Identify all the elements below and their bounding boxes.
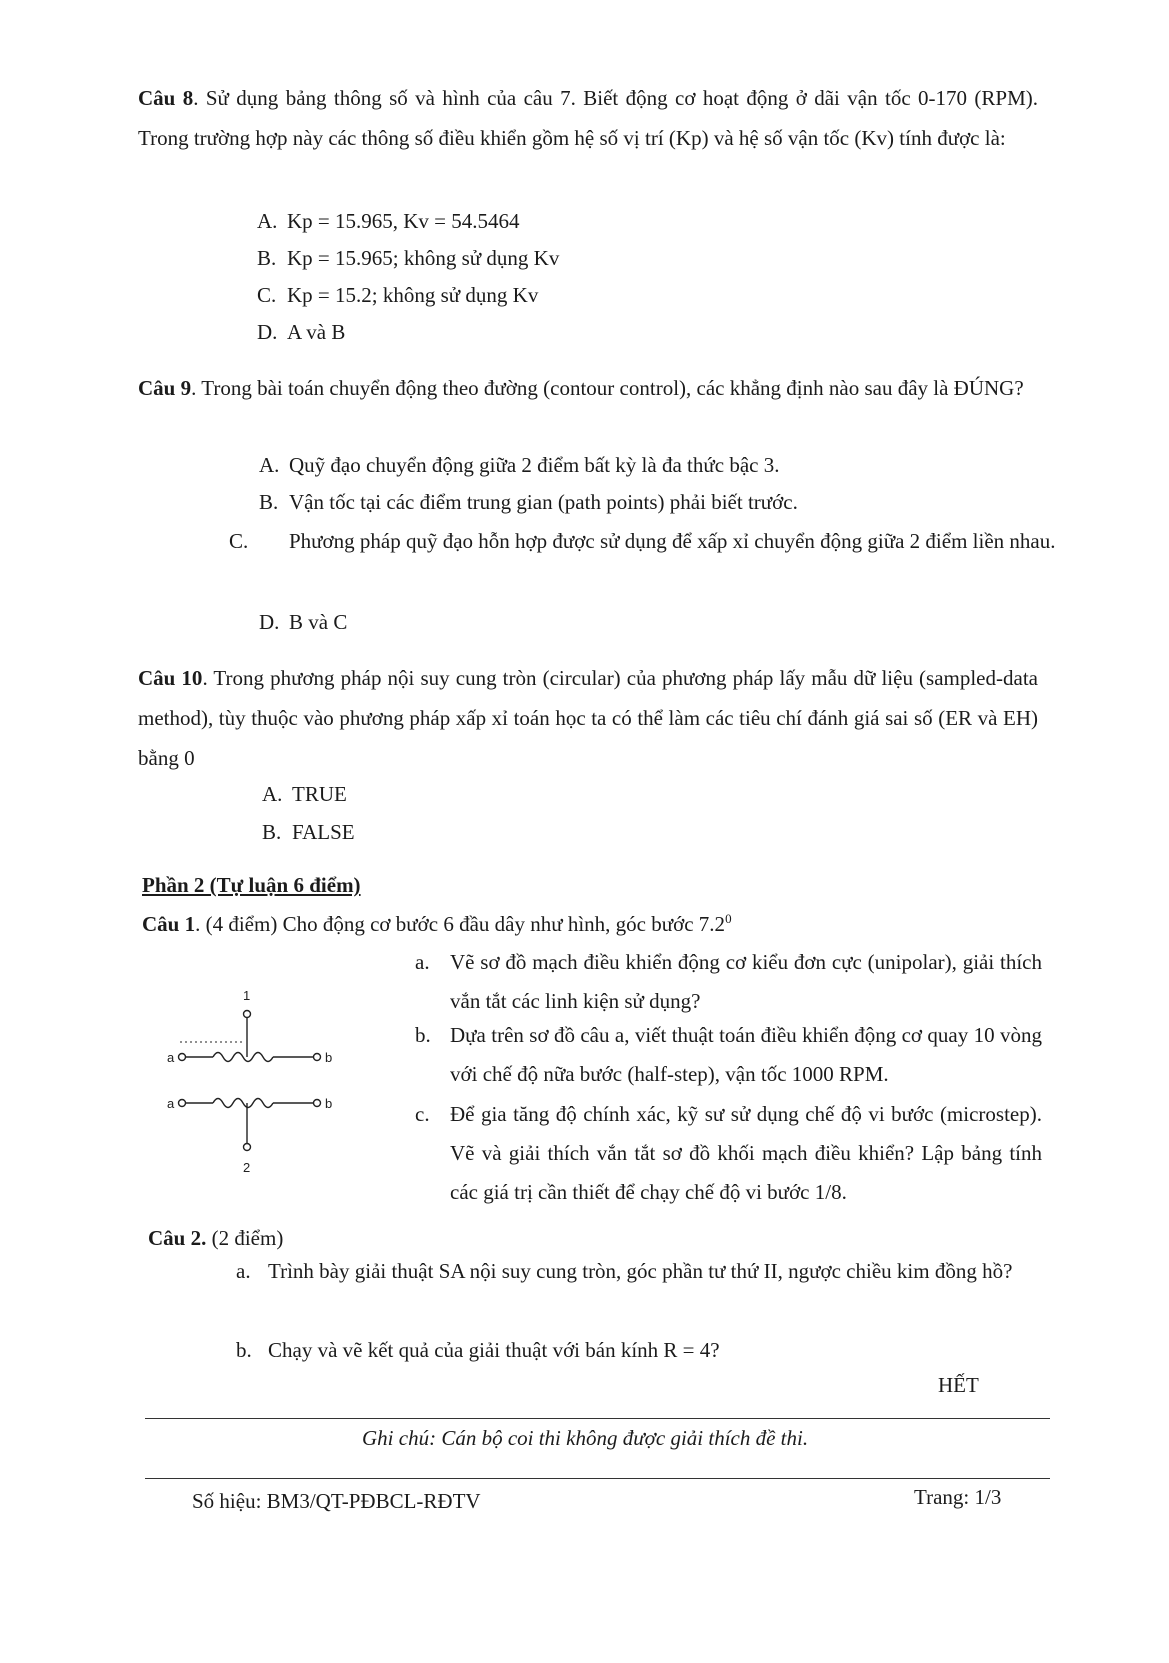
essay-question-1 xyxy=(142,912,732,937)
diagram-label-1: 1 xyxy=(243,988,251,1003)
essay-question-1-text: . (4 điểm) Cho động cơ bước 6 đầu dây như hình, góc bước 7.2 xyxy=(195,912,726,936)
essay-question-1-item-c: c. Để gia tăng độ chính xác, kỹ sư sử dụng chế độ vi bước (microstep). Vẽ và giải thích vắn tắt sơ đồ khối mạch điều khiển? Lập bảng tính các giá trị cần thiết để chạy chế độ vi bước 1/8. xyxy=(415,1102,1042,1204)
question-10-option-b: B. FALSE xyxy=(262,820,355,844)
question-9-option-c: C. Phương pháp quỹ đạo hỗn hợp được sử dụng để xấp xỉ chuyển động giữa 2 điểm liền nhau. xyxy=(229,529,1056,553)
essay-question-2-points: (2 điểm) xyxy=(206,1226,284,1250)
question-8-option-d: D. A và B xyxy=(257,320,346,344)
question-10 xyxy=(138,658,1038,778)
question-8-text: . Sử dụng bảng thông số và hình của câu 7. Biết động cơ hoạt động ở dãi vận tốc 0-170 (RPM). Trong trường hợp này các thông số điều khiển gồm hệ số vị trí (Kp) và hệ số vận tốc (Kv) tính được là: xyxy=(138,86,1038,150)
question-9-option-a: A. Quỹ đạo chuyển động giữa 2 điểm bất kỳ là đa thức bậc 3. xyxy=(259,453,780,477)
question-9-option-d: D. B và C xyxy=(259,610,348,634)
essay-question-1-item-a: a. Vẽ sơ đồ mạch điều khiển động cơ kiểu đơn cực (unipolar), giải thích vắn tắt các linh kiện sử dụng? xyxy=(415,950,1042,1013)
stepper-motor-diagram xyxy=(155,985,365,1185)
diagram-label-coil1-b: b xyxy=(325,1050,333,1065)
question-8-option-b: B. Kp = 15.965; không sử dụng Kv xyxy=(257,246,560,270)
essay-question-2-item-b: b. Chạy và vẽ kết quả của giải thuật với bán kính R = 4? xyxy=(236,1338,720,1362)
coil-2-icon xyxy=(213,1099,273,1108)
diagram-label-coil2-a: a xyxy=(167,1096,175,1111)
question-10-label: Câu 10 xyxy=(138,666,203,690)
question-9 xyxy=(138,368,1036,408)
divider-bottom xyxy=(145,1478,1050,1479)
essay-question-1-label: Câu 1 xyxy=(142,912,196,936)
page-number: Trang: 1/3 xyxy=(914,1485,1002,1509)
terminal-1-icon xyxy=(244,1011,251,1018)
question-9-option-b: B. Vận tốc tại các điểm trung gian (path points) phải biết trước. xyxy=(259,490,798,514)
essay-question-1-item-b: b. Dựa trên sơ đồ câu a, viết thuật toán điều khiển động cơ quay 10 vòng với chế độ nữa bước (half-step), vận tốc 1000 RPM. xyxy=(415,1023,1042,1086)
footer-note: Ghi chú: Cán bộ coi thi không được giải thích đề thi. xyxy=(362,1426,809,1450)
diagram-label-coil2-b: b xyxy=(325,1096,333,1111)
question-10-text: . Trong phương pháp nội suy cung tròn (circular) của phương pháp lấy mẫu dữ liệu (sampled-data method), tùy thuộc vào phương pháp xấp xỉ toán học ta có thể làm các tiêu chí đánh giá sai số (ER và EH) bằng 0 xyxy=(138,666,1038,770)
degree-superscript: 0 xyxy=(725,911,732,926)
essay-question-2-item-a: a. Trình bày giải thuật SA nội suy cung tròn, góc phần tư thứ II, ngược chiều kim đồng hồ? xyxy=(236,1259,1013,1283)
diagram-label-coil1-a: a xyxy=(167,1050,175,1065)
coil-1-icon xyxy=(213,1053,273,1062)
part-2-title: Phần 2 (Tự luận 6 điểm) xyxy=(142,873,361,897)
end-mark: HẾT xyxy=(938,1373,979,1397)
diagram-label-2: 2 xyxy=(243,1160,251,1175)
question-8-option-c: C. Kp = 15.2; không sử dụng Kv xyxy=(257,283,539,307)
question-8 xyxy=(138,78,1038,158)
essay-question-2 xyxy=(148,1226,283,1251)
terminal-2-icon xyxy=(244,1144,251,1151)
question-8-option-a: A. Kp = 15.965, Kv = 54.5464 xyxy=(257,209,520,233)
document-code: Số hiệu: BM3/QT-PĐBCL-RĐTV xyxy=(192,1489,481,1513)
question-10-option-a: A. TRUE xyxy=(262,782,347,806)
essay-question-2-label: Câu 2. xyxy=(148,1226,207,1250)
question-9-text: . Trong bài toán chuyển động theo đường (contour control), các khẳng định nào sau đây là ĐÚNG? xyxy=(191,376,1024,400)
question-8-label: Câu 8 xyxy=(138,86,194,110)
question-9-label: Câu 9 xyxy=(138,376,192,400)
divider-top xyxy=(145,1418,1050,1419)
